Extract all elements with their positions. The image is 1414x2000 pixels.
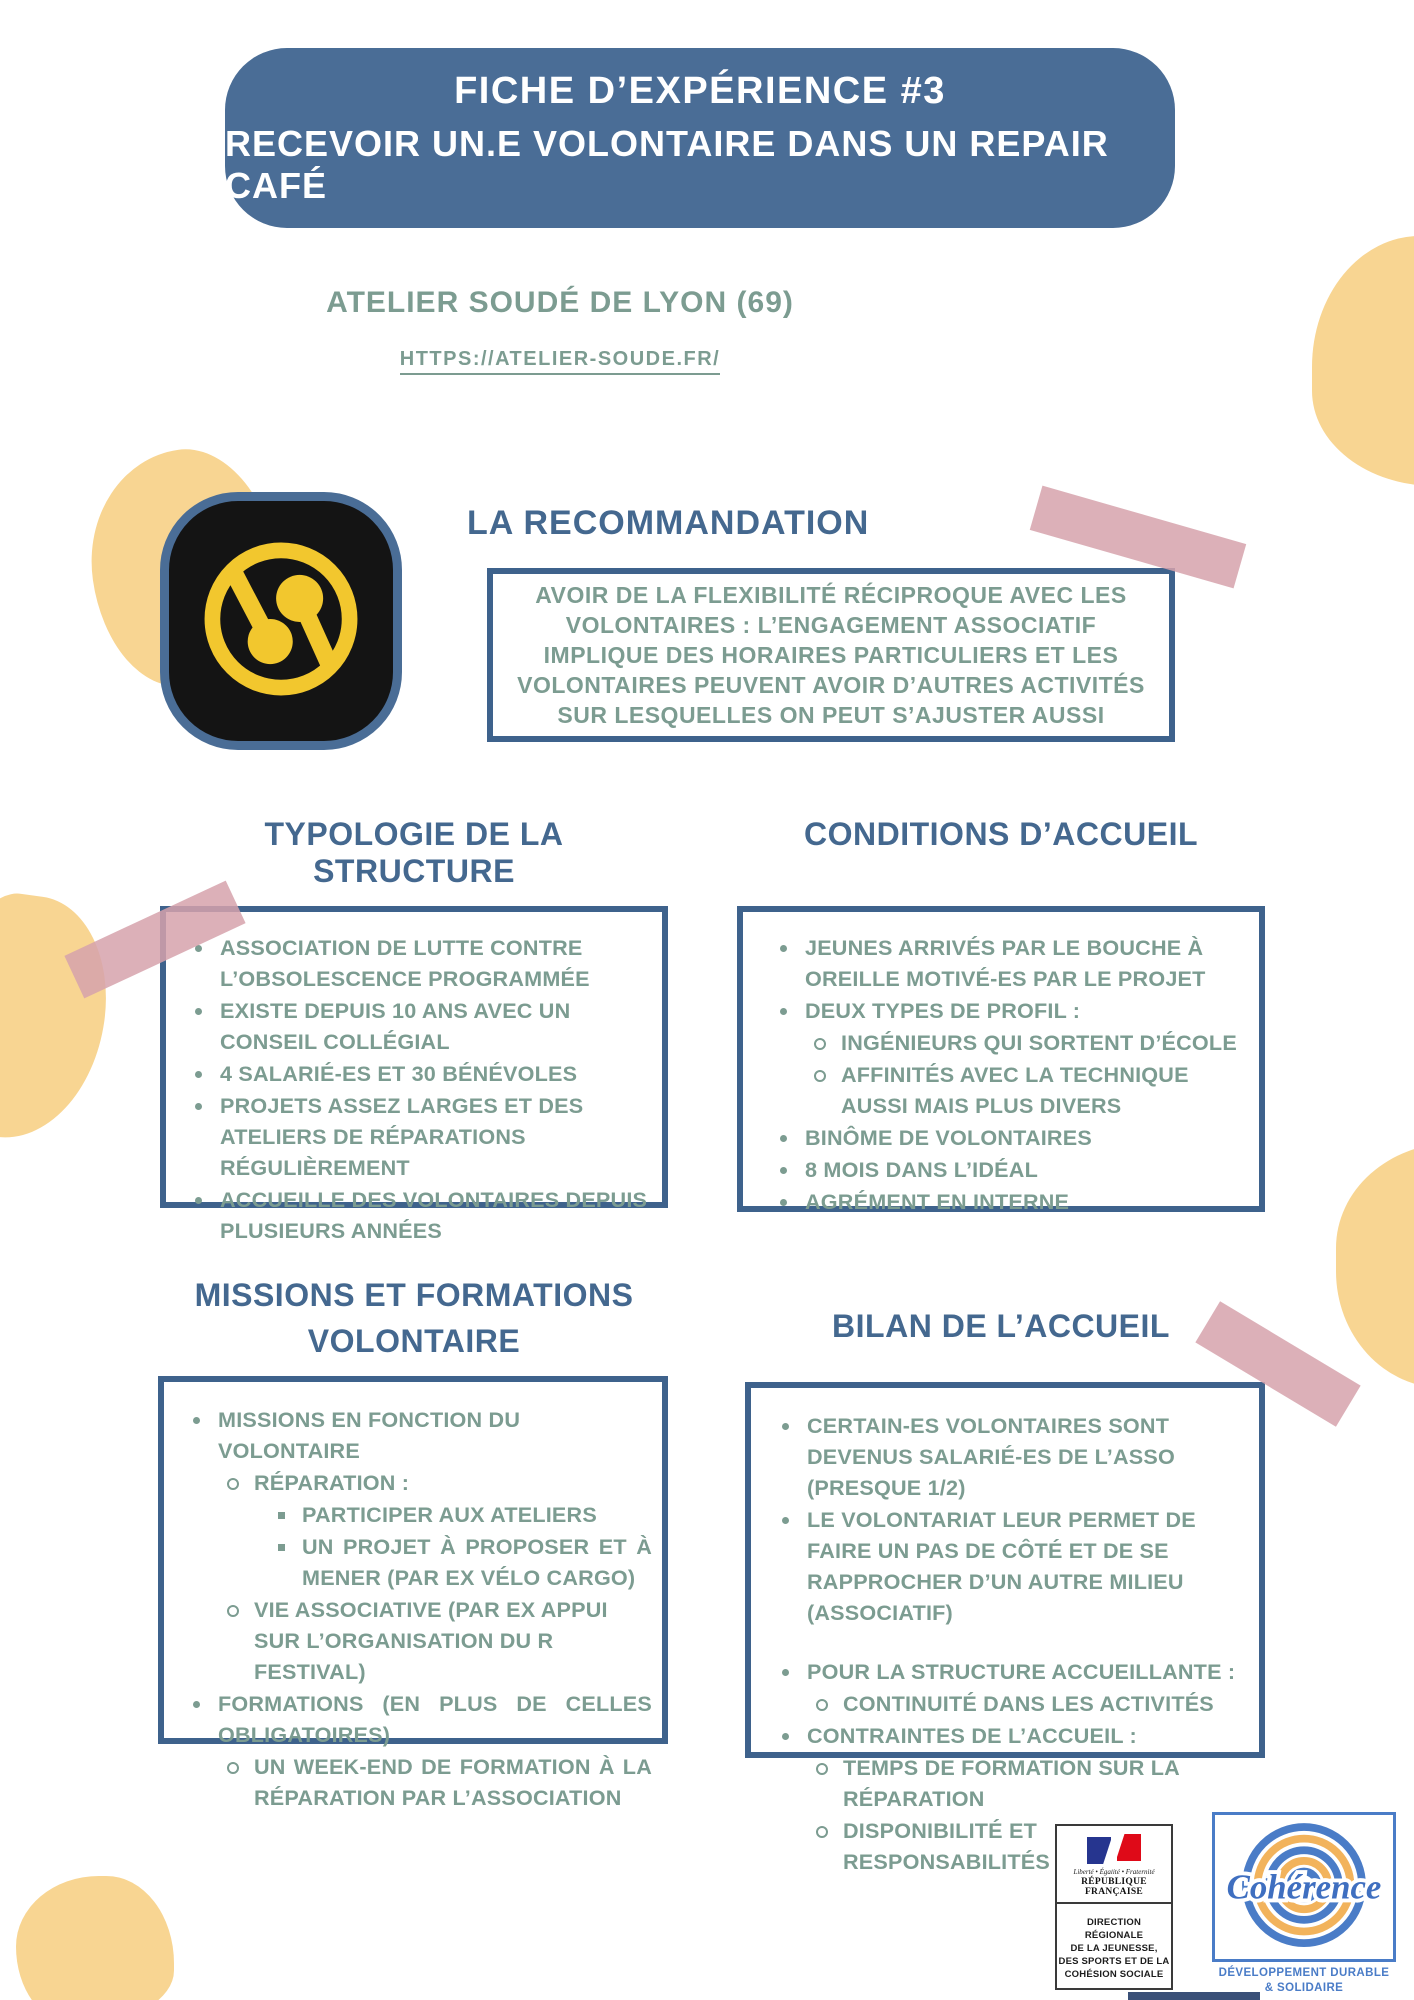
coherence-caption-line2: & SOLIDAIRE <box>1264 1982 1344 1994</box>
list-item: EXISTE DEPUIS 10 ANS AVEC UN CONSEIL COLLÉGIAL <box>186 995 654 1057</box>
recommendation-text-line: VOLONTAIRES PEUVENT AVOIR D’AUTRES ACTIVITÉS <box>517 672 1145 698</box>
recommendation-box <box>487 568 1175 742</box>
bilan-list <box>773 1410 1249 1877</box>
list-item: PROJETS ASSEZ LARGES ET DES ATELIERS DE RÉPARATIONS RÉGULIÈREMENT <box>186 1090 654 1183</box>
blob-decoration <box>1312 236 1414 486</box>
list-item: ASSOCIATION DE LUTTE CONTRE L’OBSOLESCENCE PROGRAMMÉE <box>186 932 654 994</box>
rf-direction-line: DES SPORTS ET DE LA <box>1058 1956 1170 1967</box>
section-heading-conditions: CONDITIONS D’ACCUEIL <box>804 816 1198 852</box>
coherence-wordmark: Cohérence <box>1226 1867 1382 1907</box>
list-item: CONTINUITÉ DANS LES ACTIVITÉS <box>813 1688 1249 1719</box>
atelier-soude-logo <box>160 492 402 750</box>
recommendation-text-line: IMPLIQUE DES HORAIRES PARTICULIERS ET LES <box>543 642 1119 668</box>
blob-decoration <box>1336 1143 1414 1388</box>
bottom-blue-bar <box>1128 1992 1260 2000</box>
typologie-box <box>160 906 668 1243</box>
list-item: 8 MOIS DANS L’IDÉAL <box>771 1154 1251 1185</box>
rf-republic-name: RÉPUBLIQUE FRANÇAISE <box>1081 1877 1147 1897</box>
list-item: POUR LA STRUCTURE ACCUEILLANTE : <box>773 1656 1249 1687</box>
list-item: BINÔME DE VOLONTAIRES <box>771 1122 1251 1153</box>
blob-decoration <box>16 1876 174 2000</box>
rf-direction-line: COHÉSION SOCIALE <box>1064 1969 1164 1980</box>
list-item: LE VOLONTARIAT LEUR PERMET DE FAIRE UN PAS DE CÔTÉ ET DE SE RAPPROCHER D’UN AUTRE MILIEU (ASSOCIATIF) <box>773 1504 1249 1628</box>
list-item: CERTAIN-ES VOLONTAIRES SONT DEVENUS SALARIÉ-ES DE L’ASSO (PRESQUE 1/2) <box>773 1410 1249 1503</box>
banner-title-line-1: FICHE D’EXPÉRIENCE #3 <box>454 69 946 112</box>
list-item: ACCUEILLE DES VOLONTAIRES DEPUIS PLUSIEURS ANNÉES <box>186 1184 654 1246</box>
list-item: TEMPS DE FORMATION SUR LA RÉPARATION <box>813 1752 1249 1814</box>
rf-flag-icon <box>1083 1834 1145 1866</box>
org-name: ATELIER SOUDÉ DE LYON (69) <box>326 286 794 319</box>
banner-title-line-2: RECEVOIR UN.E VOLONTAIRE DANS UN REPAIR CAFÉ <box>225 122 1109 206</box>
rf-logo-block <box>1055 1824 1173 1990</box>
recommendation-text-line: AVOIR DE LA FLEXIBILITÉ RÉCIPROQUE AVEC LES <box>535 582 1127 608</box>
rf-direction-line: DE LA JEUNESSE, <box>1070 1943 1158 1954</box>
rf-motto: Liberté • Égalité • Fraternité <box>1073 1868 1155 1876</box>
list-item: MISSIONS EN FONCTION DU VOLONTAIRE <box>184 1404 652 1466</box>
list-item: AGRÉMENT EN INTERNE <box>771 1186 1251 1217</box>
rf-logo-top <box>1057 1826 1171 1904</box>
list-item: FORMATIONS (EN PLUS DE CELLES OBLIGATOIRES) <box>184 1688 652 1750</box>
blob-decoration <box>0 887 120 1150</box>
missions-heading-line2: VOLONTAIRE <box>307 1323 521 1359</box>
list-item: PARTICIPER AUX ATELIERS <box>276 1499 652 1530</box>
list-item: DISPONIBILITÉ ET RESPONSABILITÉS <box>813 1815 1249 1877</box>
circuit-solder-icon <box>183 521 379 722</box>
rf-direction-text <box>1057 1904 1171 1981</box>
coherence-caption-line1: DÉVELOPPEMENT DURABLE <box>1218 1967 1390 1979</box>
list-item: DEUX TYPES DE PROFIL : <box>771 995 1251 1026</box>
conditions-list <box>771 932 1251 1217</box>
conditions-box <box>737 906 1265 1212</box>
coherence-logo-box <box>1212 1812 1396 1962</box>
recommendation-heading: LA RECOMMANDATION <box>467 504 870 542</box>
list-item: INGÉNIEURS QUI SORTENT D’ÉCOLE <box>811 1027 1251 1058</box>
missions-heading-line1: MISSIONS ET FORMATIONS <box>194 1277 634 1313</box>
list-item: 4 SALARIÉ-ES ET 30 BÉNÉVOLES <box>186 1058 654 1089</box>
section-heading-typologie: TYPOLOGIE DE LA STRUCTURE <box>264 816 564 889</box>
list-item: UN WEEK-END DE FORMATION À LA RÉPARATION PAR L’ASSOCIATION <box>224 1751 652 1813</box>
recommendation-text-line: SUR LESQUELLES ON PEUT S’AJUSTER AUSSI <box>557 702 1105 728</box>
list-item: JEUNES ARRIVÉS PAR LE BOUCHE À OREILLE MOTIVÉ-ES PAR LE PROJET <box>771 932 1251 994</box>
org-header <box>160 286 960 375</box>
org-url-link[interactable]: HTTPS://ATELIER-SOUDE.FR/ <box>400 348 720 375</box>
list-item: CONTRAINTES DE L’ACCUEIL : <box>773 1720 1249 1751</box>
missions-list <box>184 1404 652 1813</box>
list-item: RÉPARATION : <box>224 1467 652 1498</box>
typologie-list <box>186 932 654 1246</box>
rf-direction-line: DIRECTION RÉGIONALE <box>1084 1917 1144 1941</box>
missions-box <box>158 1376 668 1810</box>
coherence-rings-icon <box>1215 1867 1393 1962</box>
recommendation-text-line: VOLONTAIRES : L’ENGAGEMENT ASSOCIATIF <box>565 612 1097 638</box>
list-item: AFFINITÉS AVEC LA TECHNIQUE AUSSI MAIS PLUS DIVERS <box>811 1059 1251 1121</box>
section-heading-missions <box>160 1272 668 1364</box>
header-banner <box>225 48 1175 228</box>
section-heading-bilan: BILAN DE L’ACCUEIL <box>832 1308 1170 1344</box>
list-item: VIE ASSOCIATIVE (PAR EX APPUI SUR L’ORGANISATION DU R FESTIVAL) <box>224 1594 652 1687</box>
list-item: UN PROJET À PROPOSER ET À MENER (PAR EX VÉLO CARGO) <box>276 1531 652 1593</box>
